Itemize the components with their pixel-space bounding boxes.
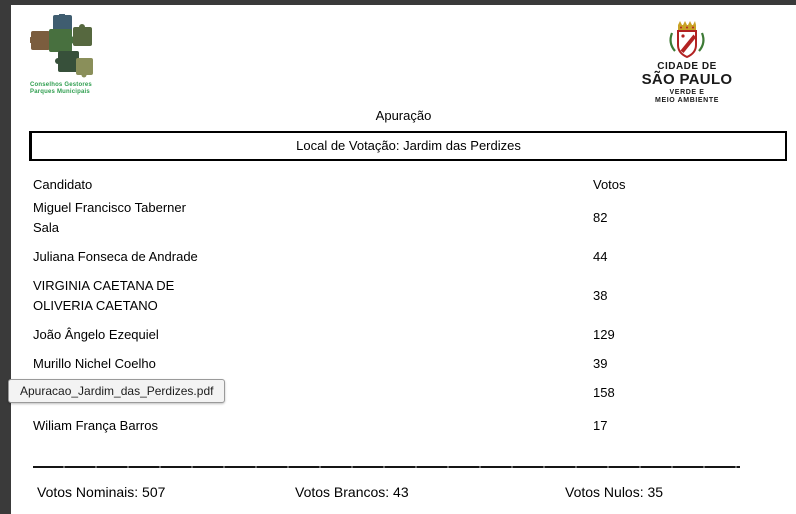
total-null-votes: Votos Nulos: 35 (565, 484, 664, 500)
voting-location-box: Local de Votação: Jardim das Perdizes (29, 131, 787, 161)
vote-count: 158 (593, 385, 615, 400)
pdf-page (11, 5, 796, 514)
logo-saopaulo-line: SÃO PAULO (641, 71, 733, 88)
page-title: Apuração (375, 108, 432, 123)
column-header-votes: Votos (593, 177, 626, 192)
parks-council-logo (30, 14, 120, 96)
filename-tooltip: Apuracao_Jardim_das_Perdizes.pdf (8, 379, 225, 403)
results-table (33, 175, 785, 445)
vote-count: 38 (593, 288, 608, 303)
vote-count: 17 (593, 418, 608, 433)
candidate-name: João Ângelo Ezequiel (33, 327, 159, 342)
vote-count: 82 (593, 210, 608, 225)
table-row (33, 247, 785, 267)
logo-verde-line: VERDE E (669, 89, 705, 96)
total-blank-votes: Votos Brancos: 43 (295, 484, 409, 500)
logo-city-line: CIDADE DE (657, 61, 717, 72)
logo-caption-line1: Conselhos Gestores (30, 82, 92, 88)
table-row (33, 354, 785, 374)
footer-divider-line (33, 466, 740, 468)
vote-count: 39 (593, 356, 608, 371)
logo-caption-line2: Parques Municipais (30, 89, 90, 95)
column-header-candidate: Candidato (33, 177, 93, 192)
table-row (33, 325, 785, 345)
table-row (33, 276, 785, 316)
table-row (33, 416, 785, 436)
logo-meioambiente-line: MEIO AMBIENTE (655, 97, 719, 104)
sao-paulo-coat-of-arms-icon (666, 19, 708, 59)
total-nominal-votes: Votos Nominais: 507 (37, 484, 166, 500)
candidate-name: Wiliam França Barros (33, 418, 158, 433)
vote-count: 129 (593, 327, 615, 342)
table-header-row (33, 175, 785, 195)
sao-paulo-city-logo (627, 19, 747, 105)
candidate-name: Murillo Nichel Coelho (33, 356, 156, 371)
candidate-name: Juliana Fonseca de Andrade (33, 249, 198, 264)
vote-count: 44 (593, 249, 608, 264)
puzzle-pieces-icon (30, 14, 96, 80)
candidate-name: VIRGINIA CAETANA DE OLIVERIA CAETANO (33, 278, 175, 313)
candidate-name: Miguel Francisco Taberner Sala (33, 200, 186, 235)
table-row (33, 198, 785, 238)
